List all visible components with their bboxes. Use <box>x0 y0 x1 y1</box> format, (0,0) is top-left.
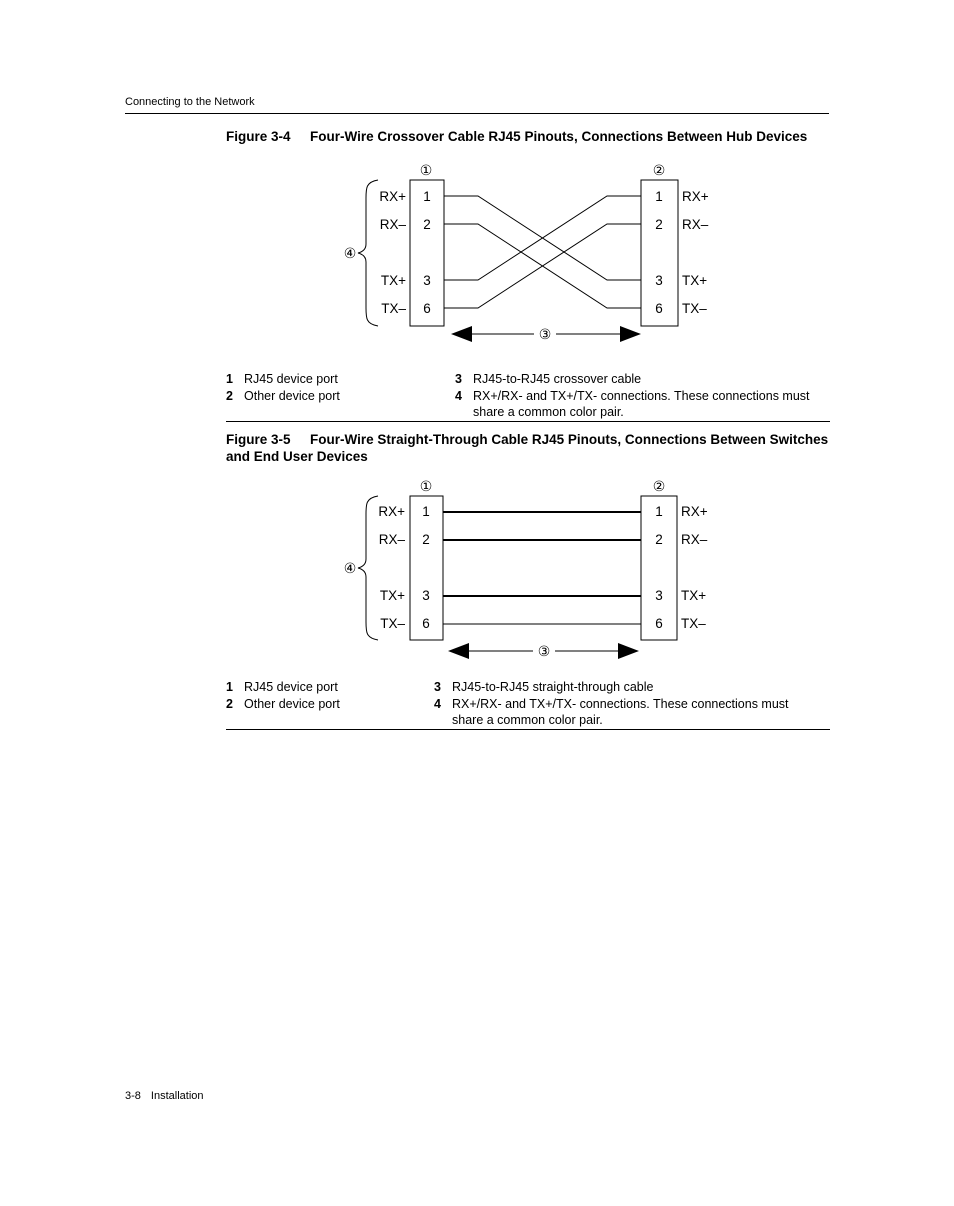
left-pin-2: 2 <box>422 532 430 547</box>
left-signal-rx-plus: RX+ <box>379 189 406 204</box>
left-signal-rx-plus: RX+ <box>378 504 405 519</box>
callout-4: ④ <box>343 560 357 576</box>
left-pin-3: 3 <box>423 273 431 288</box>
right-pin-3: 3 <box>655 273 663 288</box>
header-rule <box>125 113 829 114</box>
figure-3-4-title <box>226 128 831 145</box>
left-pin-1: 1 <box>422 504 430 519</box>
right-signal-rx-minus: RX– <box>682 217 709 232</box>
left-pin-6: 6 <box>422 616 430 631</box>
left-signal-tx-plus: TX+ <box>380 273 406 288</box>
arrow-right-icon <box>620 326 641 342</box>
left-signal-tx-plus: TX+ <box>379 588 405 603</box>
figure-3-5-title <box>226 431 831 465</box>
right-pin-6: 6 <box>655 301 663 316</box>
page-number: 3-8 <box>125 1090 141 1102</box>
left-signal-rx-minus: RX– <box>379 217 406 232</box>
callout-3: ③ <box>538 326 552 342</box>
running-header: Connecting to the Network <box>125 96 255 108</box>
right-pin-1: 1 <box>655 189 663 204</box>
right-pin-6: 6 <box>655 616 663 631</box>
figure-number: Figure 3-5 <box>226 432 291 447</box>
callout-2: ② <box>652 478 666 494</box>
right-pin-2: 2 <box>655 217 663 232</box>
callout-4: ④ <box>343 245 357 261</box>
wire-3-to-1 <box>444 196 641 280</box>
figure-number: Figure 3-4 <box>226 129 291 144</box>
figure-caption: Four-Wire Crossover Cable RJ45 Pinouts, Connections Between Hub Devices <box>310 129 808 144</box>
left-signal-rx-minus: RX– <box>378 532 405 547</box>
figure-3-5-legend: 1 RJ45 device port 2 Other device port 3 RJ45-to-RJ45 straight-through cable 4 RX+/RX- and TX+/TX- connections. These connections must share a common color pair. <box>226 680 789 727</box>
brace-icon <box>358 496 378 640</box>
left-signal-tx-minus: TX– <box>380 616 405 631</box>
right-pin-3: 3 <box>655 588 663 603</box>
brace-icon <box>358 180 378 326</box>
left-pin-6: 6 <box>423 301 431 316</box>
wire-6-to-2 <box>444 224 641 308</box>
right-pin-1: 1 <box>655 504 663 519</box>
right-signal-rx-plus: RX+ <box>681 504 708 519</box>
figure-divider <box>226 729 830 730</box>
right-signal-rx-minus: RX– <box>681 532 708 547</box>
left-pin-3: 3 <box>422 588 430 603</box>
footer-section: Installation <box>150 1090 204 1102</box>
left-pin-1: 1 <box>423 189 431 204</box>
figure-3-4-legend: 1 RJ45 device port 2 Other device port 3 RJ45-to-RJ45 crossover cable 4 RX+/RX- and TX+/TX- connections. These connections must share a common color pair. <box>226 372 810 419</box>
left-pin-2: 2 <box>423 217 431 232</box>
arrow-left-icon <box>451 326 472 342</box>
arrow-left-icon <box>448 643 469 659</box>
figure-caption: Four-Wire Straight-Through Cable RJ45 Pinouts, Connections Between Switches and End User Devices <box>226 432 829 464</box>
callout-1: ① <box>419 478 433 494</box>
page-footer <box>125 1090 204 1102</box>
arrow-right-icon <box>618 643 639 659</box>
right-signal-tx-minus: TX– <box>682 301 707 316</box>
callout-2: ② <box>652 162 666 178</box>
right-signal-tx-plus: TX+ <box>682 273 708 288</box>
straight-through-pinout-diagram <box>0 466 954 666</box>
left-signal-tx-minus: TX– <box>381 301 406 316</box>
right-signal-tx-minus: TX– <box>681 616 706 631</box>
right-signal-tx-plus: TX+ <box>681 588 707 603</box>
right-signal-rx-plus: RX+ <box>682 189 709 204</box>
callout-1: ① <box>419 162 433 178</box>
right-pin-2: 2 <box>655 532 663 547</box>
callout-3: ③ <box>537 643 551 659</box>
crossover-pinout-diagram <box>0 150 954 350</box>
figure-divider <box>226 421 830 422</box>
